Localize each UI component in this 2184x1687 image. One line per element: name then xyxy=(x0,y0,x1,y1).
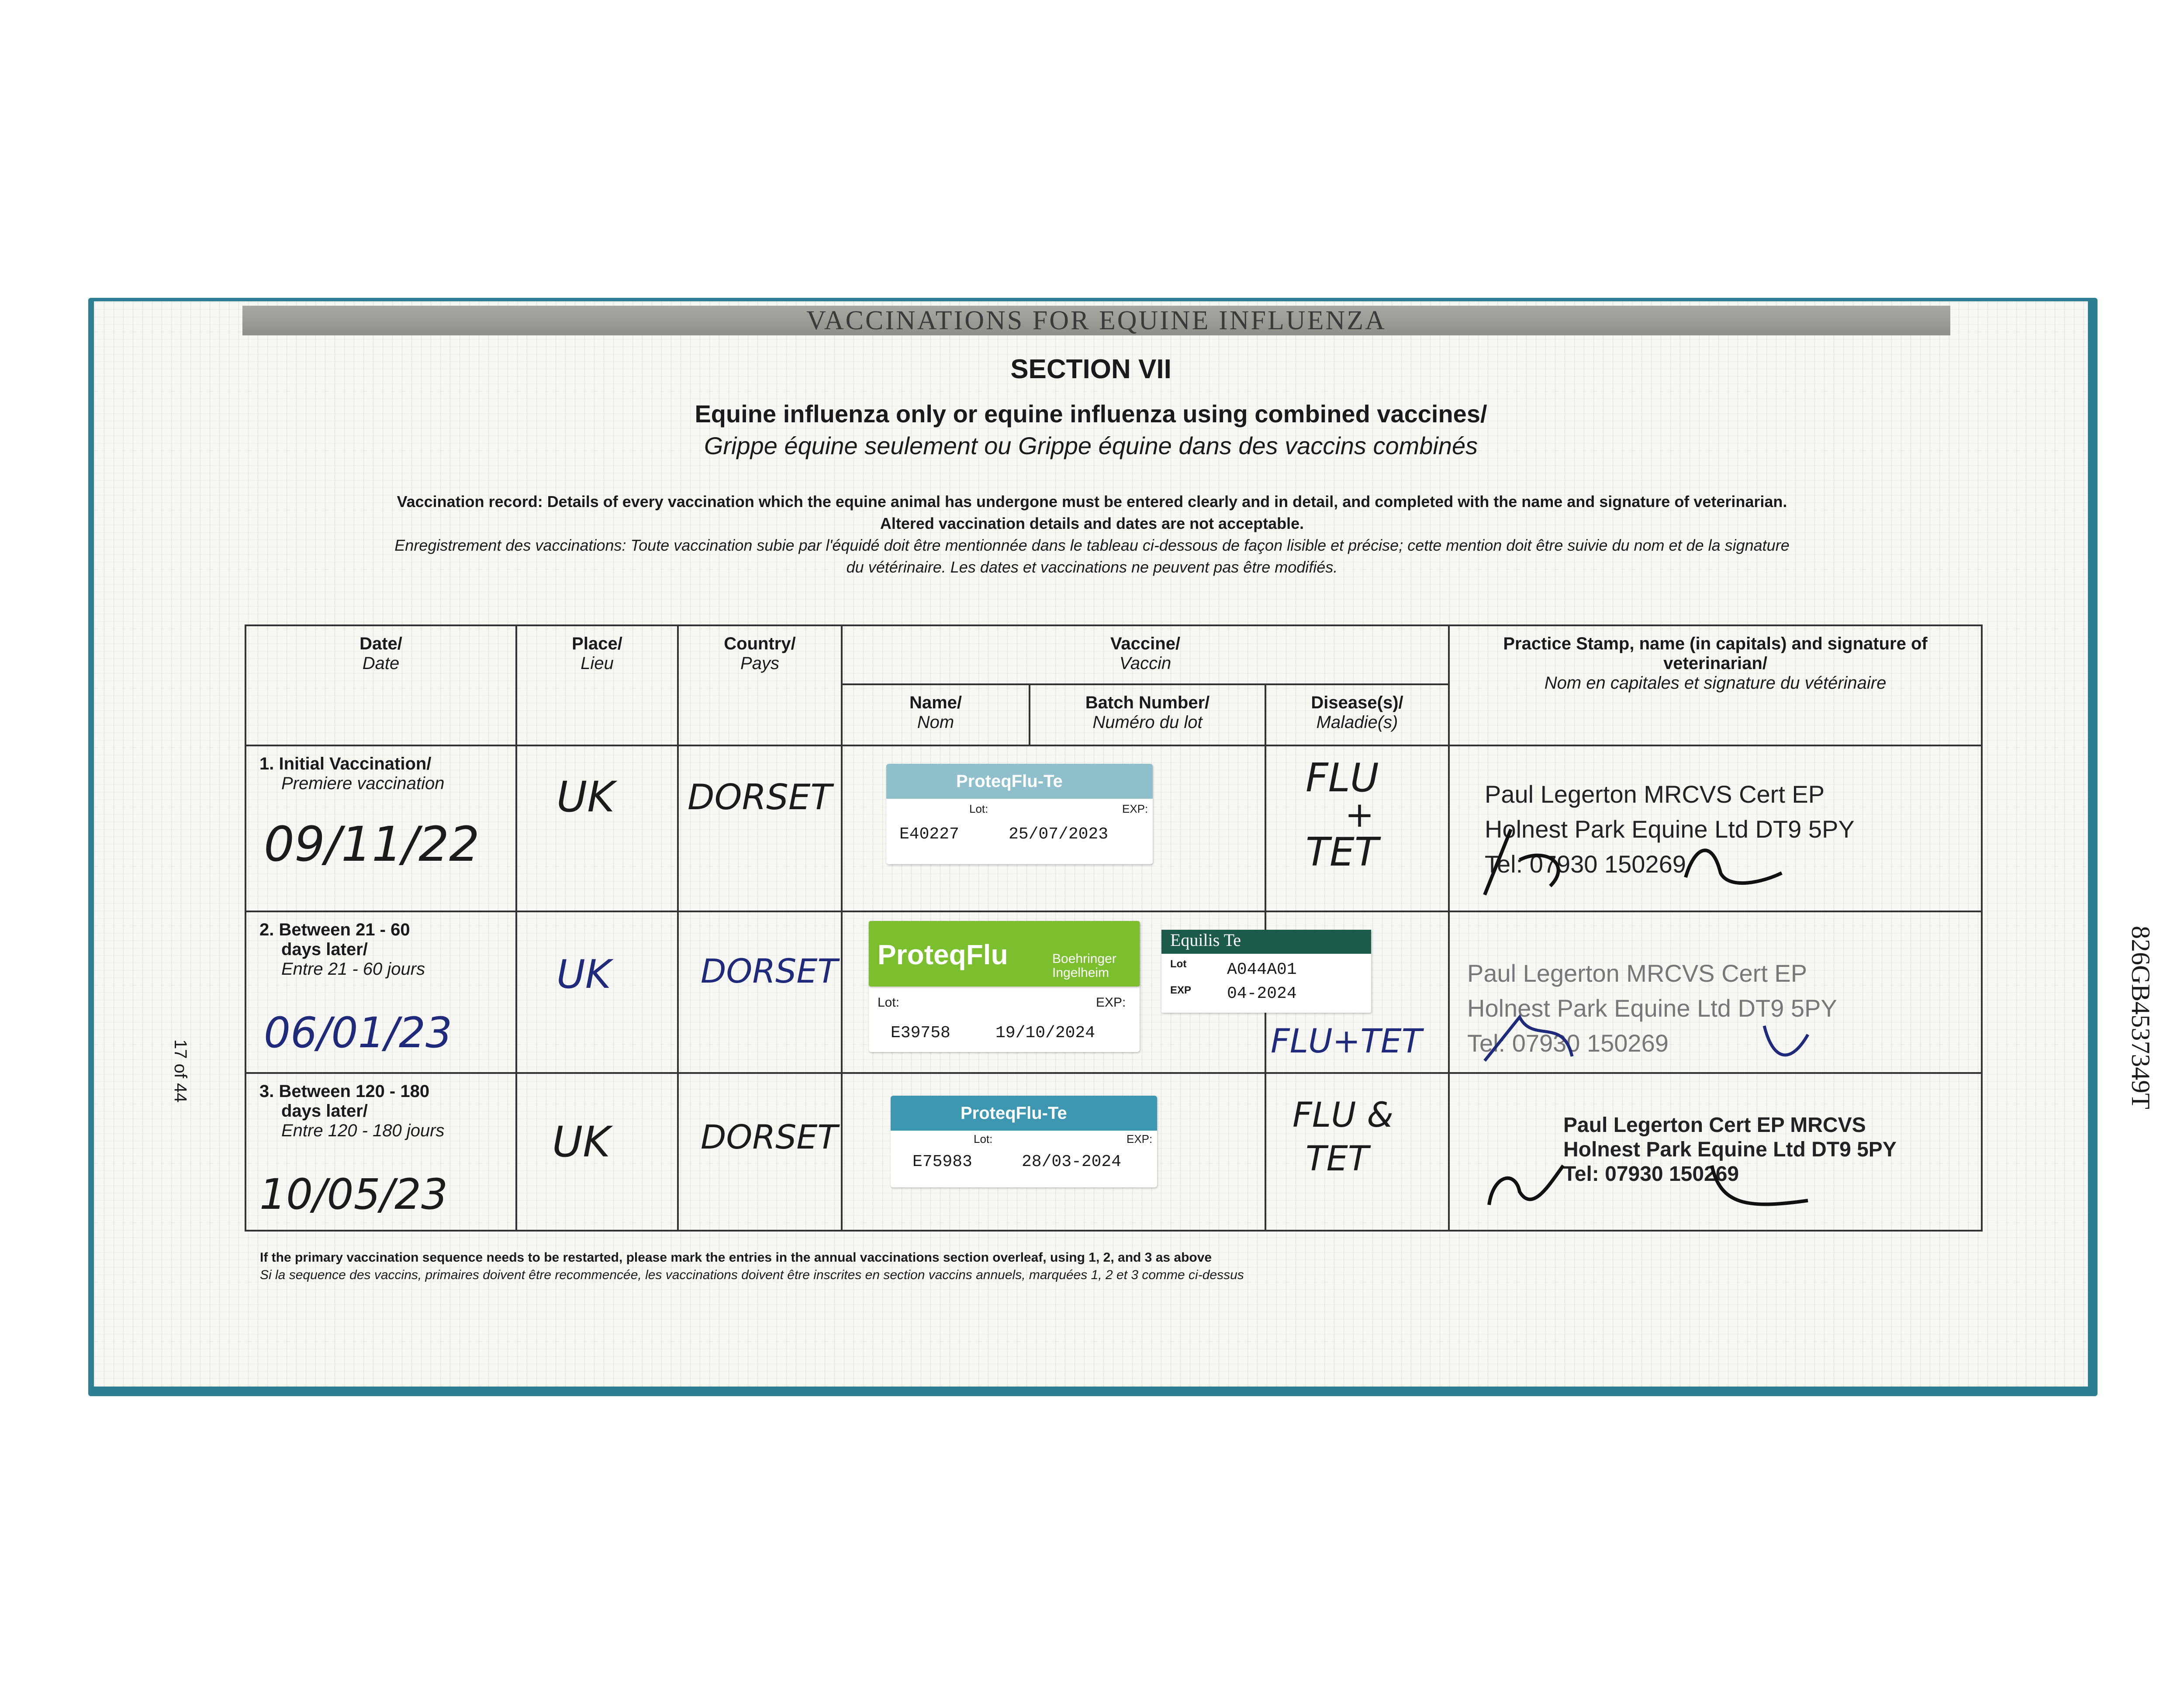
footer-note-en: If the primary vaccination sequence needs to be restarted, please mark the entries in the annual vaccinations section overleaf, using 1, 2, and 3 as above xyxy=(260,1250,1212,1265)
record-instructions-en-2: Altered vaccination details and dates are not acceptable. xyxy=(880,514,1304,532)
vaccine-label-cell xyxy=(842,1073,1265,1231)
vet-signature xyxy=(1458,1008,1830,1069)
disease-cell xyxy=(1265,911,1449,1073)
disease-line-3: TET xyxy=(1306,829,1379,875)
passport-page xyxy=(94,301,2155,1387)
record-instructions-fr-2: du vétérinaire. Les dates et vaccinations ne peuvent pas être modifiés. xyxy=(846,558,1338,576)
label-lot-word: Lot: xyxy=(878,995,900,1010)
label-brand: ProteqFlu-Te xyxy=(886,764,1153,799)
batch-number: E40227 xyxy=(899,825,959,844)
section-banner xyxy=(242,306,1950,335)
vaccine-label-proteqflu xyxy=(869,921,1140,1052)
disease-line-1: FLU & xyxy=(1292,1096,1394,1135)
vet-signature xyxy=(1476,1139,1847,1222)
vaccination-table xyxy=(245,624,1983,1232)
batch-number: E39758 xyxy=(891,1024,950,1042)
disease-cell xyxy=(1265,1073,1449,1231)
header-vaccine: Vaccine/ Vaccin xyxy=(842,625,1449,684)
country-value: DORSET xyxy=(701,952,838,990)
disease-cell xyxy=(1265,745,1449,911)
header-batch-number: Batch Number/ Numéro du lot xyxy=(1030,684,1265,745)
date-value: 06/01/23 xyxy=(264,1008,453,1057)
date-value: 10/05/23 xyxy=(259,1170,448,1219)
practice-stamp: Paul Legerton MRCVS Cert EP Holnest Park Equine Ltd DT9 5PY Tel: 07930 150269 xyxy=(1485,780,1855,878)
table-row xyxy=(245,911,1982,1073)
table-row xyxy=(245,745,1982,911)
banner-title: VACCINATIONS FOR EQUINE INFLUENZA xyxy=(806,305,1386,335)
practice-stamp: Paul Legerton MRCVS Cert EP Holnest Park Equine Ltd DT9 5PY Tel: 07930 150269 xyxy=(1467,959,1837,1057)
subtitle-french: Grippe équine seulement ou Grippe équine dans des vaccins combinés xyxy=(704,432,1478,459)
disease-line-1: FLU+TET xyxy=(1271,1021,1422,1060)
date-cell: 2. Between 21 - 60 days later/ Entre 21 - 60 jours 06/01/23 xyxy=(245,911,516,1073)
section-title: SECTION VII xyxy=(1010,354,1171,384)
passport-number: 826GB4537349T xyxy=(2126,926,2155,1109)
country-value: DORSET xyxy=(701,1118,838,1156)
subtitle-english: Equine influenza only or equine influenza using combined vaccines/ xyxy=(695,400,1487,428)
vaccine-label-cell xyxy=(842,911,1297,1073)
place-value: UK xyxy=(552,1118,611,1166)
expiry-date-equilis: 04-2024 xyxy=(1227,984,1297,1003)
place-cell xyxy=(516,745,678,911)
country-cell xyxy=(678,1073,842,1231)
disease-line-2: TET xyxy=(1306,1139,1369,1179)
disease-line-1: FLU xyxy=(1306,755,1379,801)
label-lot-word: Lot: xyxy=(974,1132,993,1145)
footer-note-fr: Si la sequence des vaccins, primaires doivent être recommencée, les vaccinations doivent être inscrites en section vaccins annuels, marquées 1, 2 et 3 comme ci-dessus xyxy=(260,1268,1244,1282)
country-cell xyxy=(678,745,842,911)
stamp-cell xyxy=(1449,911,1982,1073)
record-instructions-fr-1: Enregistrement des vaccinations: Toute vaccination subie par l'équidé doit être mentionnée dans le tableau ci-dessous de façon lisible et précise; cette mention doit être suivie du nom et de la signature xyxy=(394,536,1790,554)
header-place: Place/ Lieu xyxy=(516,625,678,745)
batch-number-equilis: A044A01 xyxy=(1227,960,1297,979)
practice-stamp: Paul Legerton Cert EP MRCVS Holnest Park Equine Ltd DT9 5PY Tel: 07930 150269 xyxy=(1563,1114,1897,1186)
place-value: UK xyxy=(556,773,615,821)
disease-line-2: + xyxy=(1345,794,1375,835)
header-disease: Disease(s)/ Maladie(s) xyxy=(1265,684,1449,745)
record-instructions-en-1: Vaccination record: Details of every vaccination which the equine animal has undergone must be entered clearly and in detail, and completed with the name and signature of veterinarian. xyxy=(397,493,1787,511)
place-cell xyxy=(516,911,678,1073)
page-number: 17 of 44 xyxy=(171,1039,190,1103)
header-date: Date/ Date xyxy=(245,625,516,745)
table-row xyxy=(245,1073,1982,1231)
vaccine-label-equilis-te: Equilis Te Lot EXP A044A01 04-2024 xyxy=(1161,930,1371,1013)
place-cell xyxy=(516,1073,678,1231)
vaccine-label-proteqflu-te xyxy=(886,764,1153,864)
header-country: Country/ Pays xyxy=(678,625,842,745)
vet-signature xyxy=(1458,821,1830,908)
header-practice-stamp: Practice Stamp, name (in capitals) and signature of veterinarian/ Nom en capitales et signature du vétérinaire xyxy=(1449,625,1982,745)
label-exp-word: EXP: xyxy=(1096,995,1126,1010)
country-cell xyxy=(678,911,842,1073)
place-value: UK xyxy=(556,952,611,997)
label-brand: ProteqFlu-Te xyxy=(891,1096,1157,1131)
vaccine-label-proteqflu-te xyxy=(891,1096,1157,1187)
header-vaccine-name: Name/ Nom xyxy=(842,684,1030,745)
date-cell: 1. Initial Vaccination/ Premiere vaccination 09/11/22 xyxy=(245,745,516,911)
label-exp-word: EXP: xyxy=(1122,802,1148,815)
country-value: DORSET xyxy=(688,777,832,818)
proteqflu-brand-strip: ProteqFlu Boehringer Ingelheim xyxy=(869,921,1140,987)
stamp-cell xyxy=(1449,745,1982,911)
expiry-date: 19/10/2024 xyxy=(995,1024,1095,1042)
date-value: 09/11/22 xyxy=(264,816,480,872)
expiry-date: 25/07/2023 xyxy=(1009,825,1109,844)
date-cell: 3. Between 120 - 180 days later/ Entre 120 - 180 jours 10/05/23 xyxy=(245,1073,516,1231)
label-lot-word: Lot: xyxy=(969,802,988,815)
stamp-cell xyxy=(1449,1073,1982,1231)
vaccine-label-cell xyxy=(842,745,1265,911)
batch-number: E75983 xyxy=(912,1152,972,1171)
expiry-date: 28/03-2024 xyxy=(1022,1152,1122,1171)
label-exp-word: EXP: xyxy=(1127,1132,1153,1145)
